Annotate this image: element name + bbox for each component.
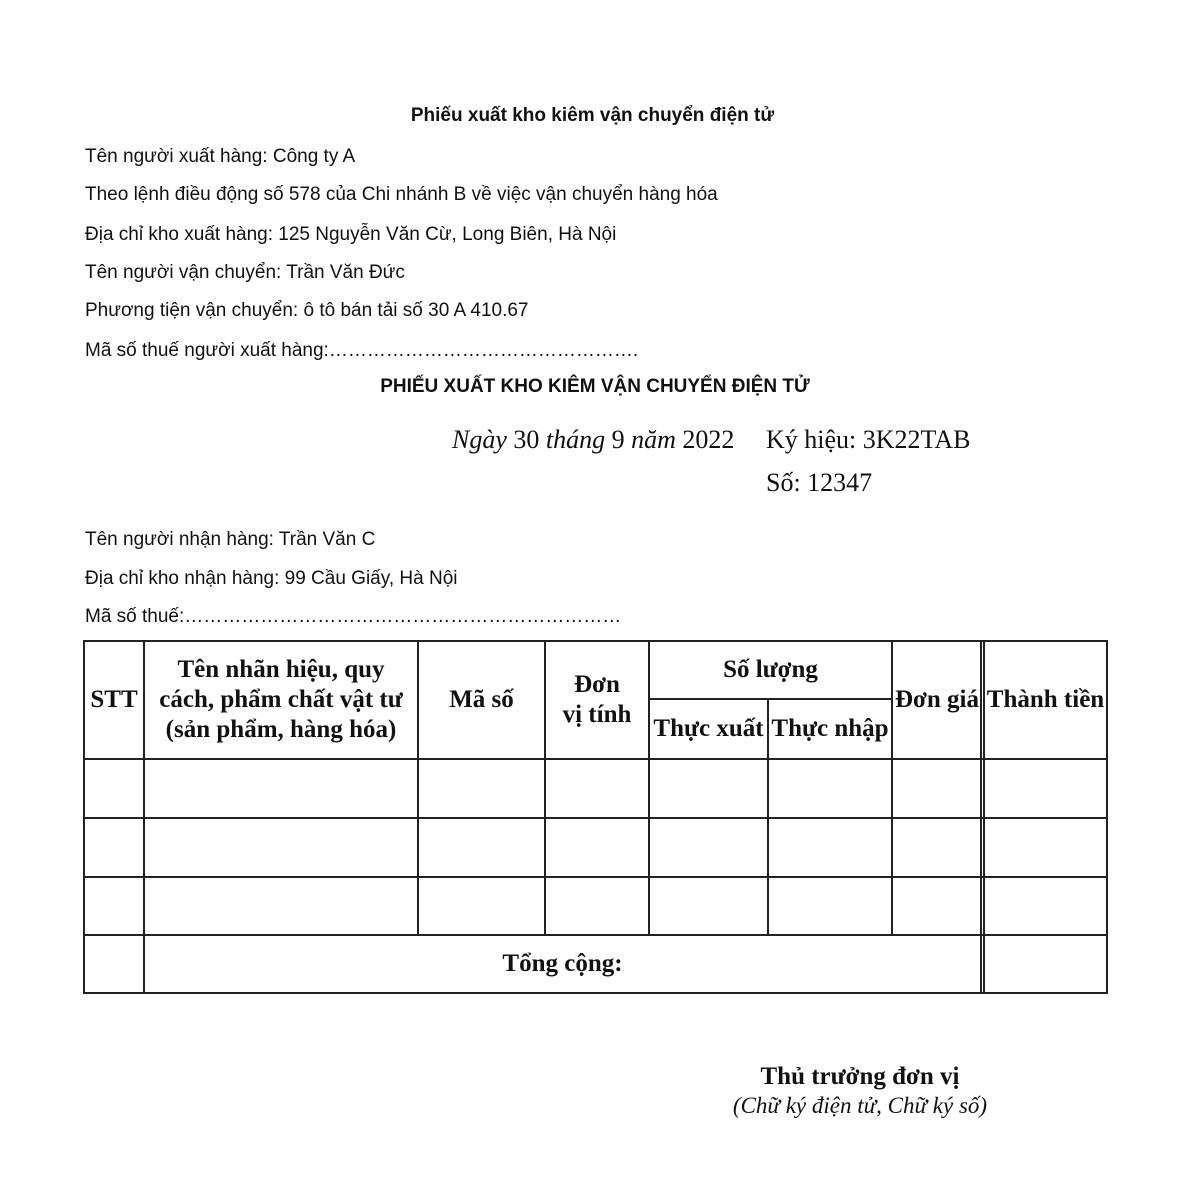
table-border-right xyxy=(1106,640,1108,994)
row-line-1 xyxy=(83,817,1108,819)
header-product-name-line2: cách, phẩm chất vật tư xyxy=(159,686,403,713)
header-code: Mã số xyxy=(449,686,514,713)
date-day: 30 xyxy=(513,425,540,454)
header-quantity: Số lượng xyxy=(723,656,818,683)
header-actual-in: Thực nhập xyxy=(771,715,889,742)
date-day-label: Ngày xyxy=(452,425,507,454)
table-border-bottom xyxy=(83,992,1108,994)
header-unit-line1: Đơn xyxy=(574,671,620,698)
date-month: 9 xyxy=(611,425,625,454)
vehicle: Phương tiện vận chuyển: ô tô bán tải số 30 A 410.67 xyxy=(85,300,529,321)
receiver-warehouse-address: Địa chỉ kho nhận hàng: 99 Cầu Giấy, Hà Nội xyxy=(85,568,458,589)
form-title: PHIẾU XUẤT KHO KIÊM VẬN CHUYỂN ĐIỆN TỬ xyxy=(380,376,810,397)
receiver-tax-code: Mã số thuế:…………………………………………………………… xyxy=(85,606,622,627)
goods-table xyxy=(83,640,1108,994)
header-unit xyxy=(546,642,648,758)
signature-subtitle: (Chữ ký điện tử, Chữ ký số) xyxy=(732,1093,988,1118)
header-product-name-line1: Tên nhãn hiệu, quy xyxy=(177,656,385,683)
header-bottom-line xyxy=(83,758,1108,760)
header-actual-out: Thực xuất xyxy=(653,715,764,742)
header-amount: Thành tiền xyxy=(986,686,1105,713)
receiver-name: Tên người nhận hàng: Trần Văn C xyxy=(85,529,376,550)
signature-title: Thủ trưởng đơn vị xyxy=(760,1063,960,1090)
document-title: Phiếu xuất kho kiêm vận chuyển điện tử xyxy=(410,105,775,126)
form-number: Số: 12347 xyxy=(766,468,873,497)
header-stt: STT xyxy=(90,686,138,713)
header-product-name-line3: (sản phẩm, hàng hóa) xyxy=(165,716,397,743)
date-year: 2022 xyxy=(682,425,735,454)
date-month-label: tháng xyxy=(545,425,606,454)
date-year-label: năm xyxy=(631,425,676,454)
header-unit-line2: vị tính xyxy=(562,701,632,728)
row-line-2 xyxy=(83,876,1108,878)
dispatch-order: Theo lệnh điều động số 578 của Chi nhánh B về việc vận chuyển hàng hóa xyxy=(85,184,718,205)
total-label: Tổng cộng: xyxy=(502,950,623,977)
sender-tax-code: Mã số thuế người xuất hàng:…………………………………………. xyxy=(85,340,639,361)
sender-name: Tên người xuất hàng: Công ty A xyxy=(85,146,356,167)
form-symbol: Ký hiệu: 3K22TAB xyxy=(766,425,971,454)
header-unit-price: Đơn giá xyxy=(895,686,979,713)
header-product-name xyxy=(145,642,417,758)
form-date xyxy=(452,425,734,455)
sender-warehouse-address: Địa chỉ kho xuất hàng: 125 Nguyễn Văn Cừ, Long Biên, Hà Nội xyxy=(85,224,617,245)
carrier-name: Tên người vận chuyển: Trần Văn Đức xyxy=(85,262,405,283)
